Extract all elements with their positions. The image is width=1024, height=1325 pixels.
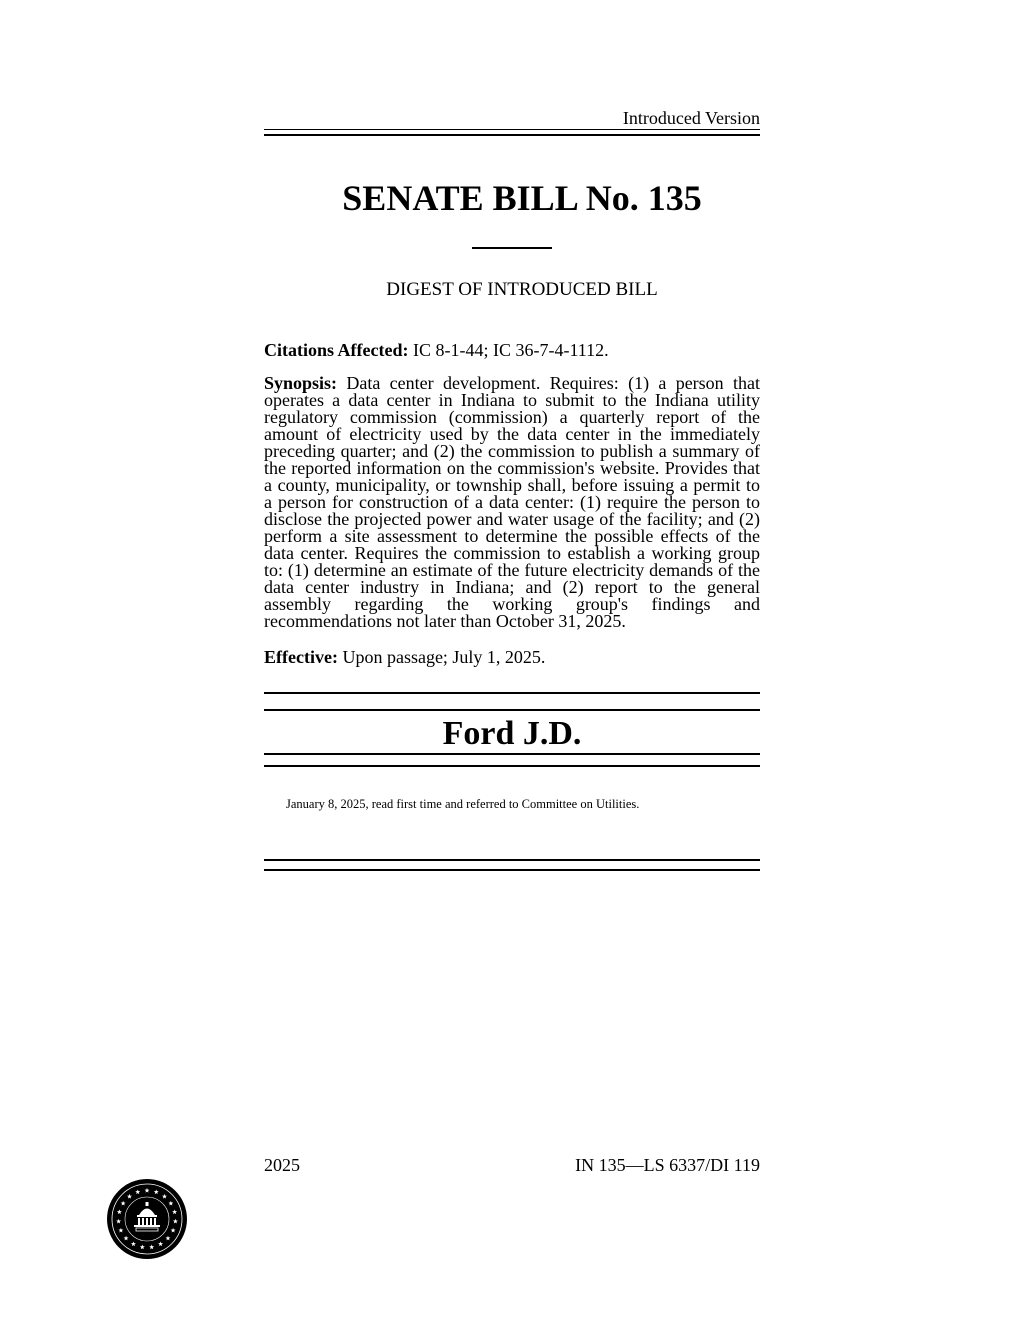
synopsis-text: Data center development. Requires: (1) a person that operates a data center in Indiana to submit to the Indiana utility regulatory commission (commission) a quarterly report of the amount of electricity used by the data center in the immediately preceding quarter; and (2) the commission to publish a summary of the reported information on the commission's website. Provides that a county, municipality, or township shall, before issuing a permit to a person for construction of a data center: (1) require the person to disclose the projected power and water usage of the facility; and (2) perform a site assessment to determine the possible effects of the data center. Requires the commission to establish a working group to: (1) determine an estimate of the future electricity demands of the data center industry in Indiana; and (2) report to the general assembly regarding the working group's findings and recommendations not later than October 31, 2025. <box>264 373 760 631</box>
synopsis <box>264 375 760 630</box>
legislative-history: January 8, 2025, read first time and referred to Committee on Utilities. <box>286 797 640 811</box>
sponsor-rule-4 <box>264 765 760 767</box>
history-rule-1 <box>264 859 760 861</box>
header-rule-bottom <box>264 134 760 136</box>
sponsor-name: Ford J.D. <box>442 715 582 752</box>
history-rule-2 <box>264 869 760 871</box>
effective-label: Effective: <box>264 647 338 667</box>
sponsor-rule-2 <box>264 709 760 711</box>
synopsis-label: Synopsis: <box>264 373 338 393</box>
sponsor-rule-3 <box>264 753 760 755</box>
footer-year: 2025 <box>264 1155 300 1175</box>
footer-bill-id: IN 135—LS 6337/DI 119 <box>575 1155 760 1175</box>
citations-label: Citations Affected: <box>264 340 409 360</box>
version-label: Introduced Version <box>622 108 760 128</box>
title-divider <box>472 247 552 249</box>
digest-heading: DIGEST OF INTRODUCED BILL <box>386 279 658 300</box>
effective-text: Upon passage; July 1, 2025. <box>342 647 546 667</box>
state-seal-icon <box>106 1178 188 1260</box>
citations-affected <box>264 342 760 359</box>
citations-text: IC 8-1-44; IC 36-7-4-1112. <box>412 340 609 360</box>
bill-title: SENATE BILL No. 135 <box>342 178 702 218</box>
sponsor-rule-1 <box>264 692 760 694</box>
effective-date <box>264 649 760 666</box>
header-rule-top <box>264 129 760 130</box>
